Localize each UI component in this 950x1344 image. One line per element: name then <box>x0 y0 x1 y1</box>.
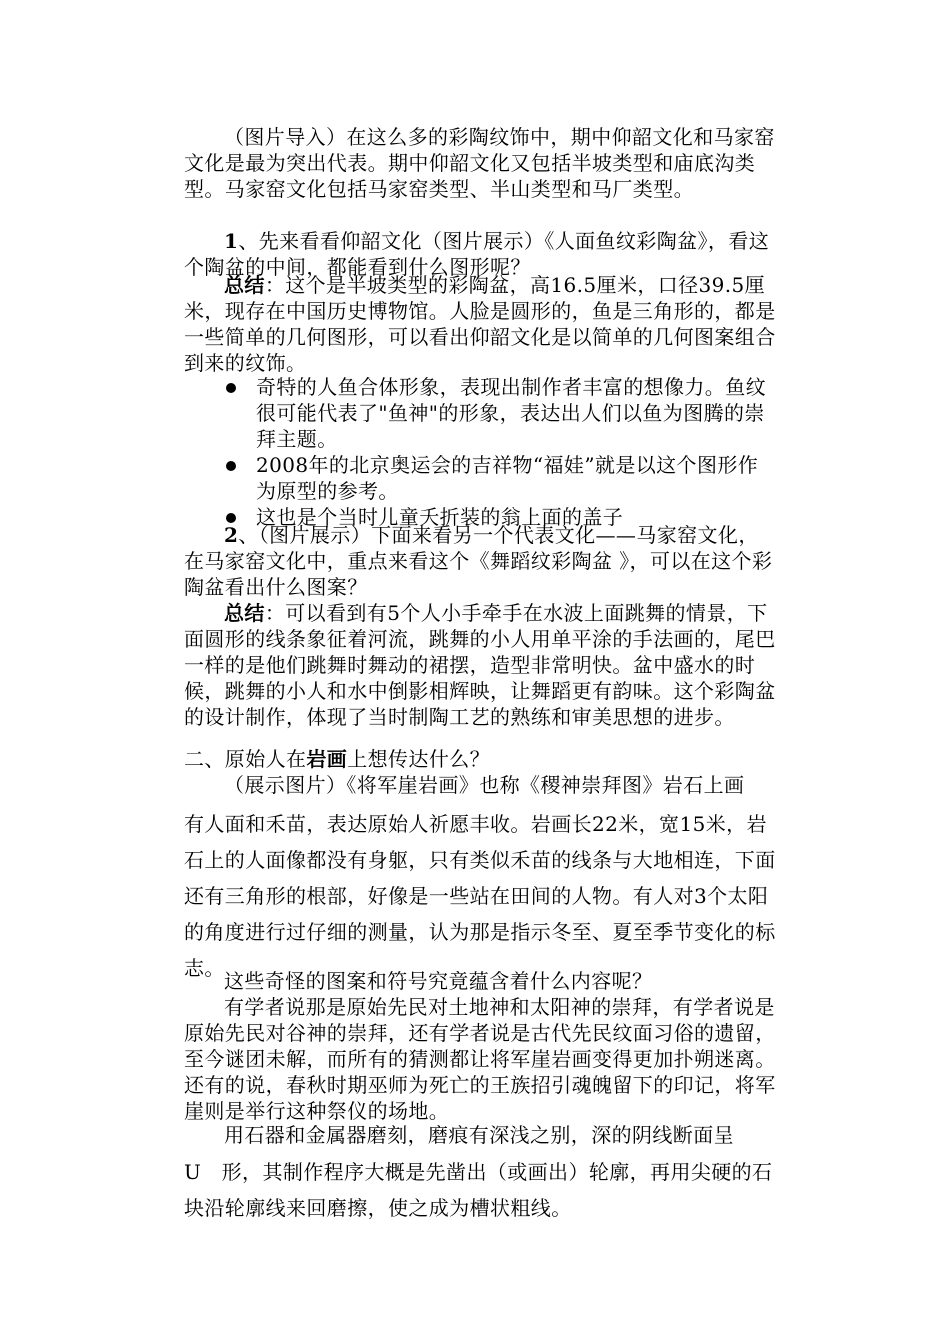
bullet-dot-icon <box>226 383 236 393</box>
paragraph-majiayao <box>184 522 776 600</box>
section-heading-2 <box>184 746 776 772</box>
bullet-dot-icon <box>226 461 236 471</box>
paragraph-rock-art-first-line <box>184 772 776 798</box>
summary-text-2: ：可以看到有5个人小手牵手在水波上面跳舞的情景，下面圆形的线条象征着河流，跳舞的小人用单平涂的手法画的，尾巴一样的是他们跳舞时舞动的裙摆，造型非常明快。盆中盛水的时候，跳舞的小人和水中倒影相辉映，让舞蹈更有韵味。这个彩陶盆的设计制作，体现了当时制陶工艺的熟练和审美思想的进步。 <box>184 601 776 729</box>
bullet-text: 2008年的北京奥运会的吉祥物“福娃”就是以这个图形作为原型的参考。 <box>256 453 759 503</box>
summary-label: 总结 <box>224 273 265 297</box>
paragraph-intro-text: （图片导入）在这么多的彩陶纹饰中，期中仰韶文化和马家窑文化是最为突出代表。期中仰韶文化又包括半坡类型和庙底沟类型。马家窑文化包括马家窑类型、半山类型和马厂类型。 <box>184 125 775 201</box>
bullet-list <box>184 374 776 530</box>
technique-text: U 形，其制作程序大概是先凿出（或画出）轮廓，再用尖硬的石块沿轮廓线来回磨擦，使之成为槽状粗线。 <box>184 1160 773 1220</box>
paragraph-majiayao-text: 、（图片展示）下面来看另一个代表文化——马家窑文化，在马家窑文化中，重点来看这个《舞蹈纹彩陶盆 》，可以在这个彩陶盆看出什么图案？ <box>184 523 773 599</box>
summary-text-1: ：这个是半坡类型的彩陶盆，高16.5厘米，口径39.5厘米，现存在中国历史博物馆。人脸是圆形的，鱼是三角形的，都是一些简单的几何图形，可以看出仰韶文化是以简单的几何图案组合到来的纹饰。 <box>184 273 776 375</box>
rock-art-text: 有人面和禾苗，表达原始人祈愿丰收。岩画长22米，宽15米，岩石上的人面像都没有身躯，只有类似禾苗的线条与大地相连，下面还有三角形的根部，好像是一些站在田间的人物。有人对3个太阳的角度进行过仔细的测量，认为那是指示冬至、夏至季节变化的标志。 <box>184 812 776 980</box>
paragraph-technique-first-line <box>184 1122 776 1148</box>
paragraph-summary-1 <box>184 272 776 376</box>
rock-art-first-line-text: （展示图片）《将军崖岩画》也称《稷神崇拜图》岩石上画 <box>224 773 745 797</box>
paragraph-technique <box>184 1154 776 1226</box>
bullet-item <box>184 374 776 452</box>
bullet-item <box>184 452 776 504</box>
paragraph-intro <box>184 124 776 202</box>
paragraph-yangshao-text: 、先来看看仰韶文化（图片展示）《人面鱼纹彩陶盆》，看这个陶盆的中间，都能看到什么图形呢？ <box>184 229 770 279</box>
paragraph-question <box>184 968 776 994</box>
section-number-1: 1 <box>224 229 239 253</box>
paragraph-scholars <box>184 994 776 1124</box>
heading-text-after: 上想传达什么？ <box>347 747 491 771</box>
scholars-text: 有学者说那是原始先民对土地神和太阳神的崇拜，有学者说是原始先民对谷神的崇拜，还有学者说是古代先民纹面习俗的遗留，至今谜团未解，而所有的猜测都让将军崖岩画变得更加扑朔迷离。还有的说，春秋时期巫师为死亡的王族招引魂魄留下的印记，将军崖则是举行这种祭仪的场地。 <box>184 995 776 1123</box>
bullet-text: 这也是个当时儿童夭折装的翁上面的盖子 <box>256 505 624 529</box>
heading-text-before: 二、原始人在 <box>184 747 307 771</box>
summary-label: 总结 <box>224 601 265 625</box>
heading-text-bold: 岩画 <box>306 747 348 771</box>
bullet-text: 奇特的人鱼合体形象，表现出制作者丰富的想像力。鱼纹很可能代表了"鱼神"的形象，表达出人们以鱼为图腾的崇拜主题。 <box>256 375 766 451</box>
paragraph-summary-2 <box>184 600 776 730</box>
question-text: 这些奇怪的图案和符号究竟蕴含着什么内容呢？ <box>224 969 653 993</box>
paragraph-rock-art <box>184 806 776 986</box>
section-number-2: 2 <box>224 523 239 547</box>
technique-first-line-text: 用石器和金属器磨刻，磨痕有深浅之别，深的阴线断面呈 <box>224 1123 734 1147</box>
